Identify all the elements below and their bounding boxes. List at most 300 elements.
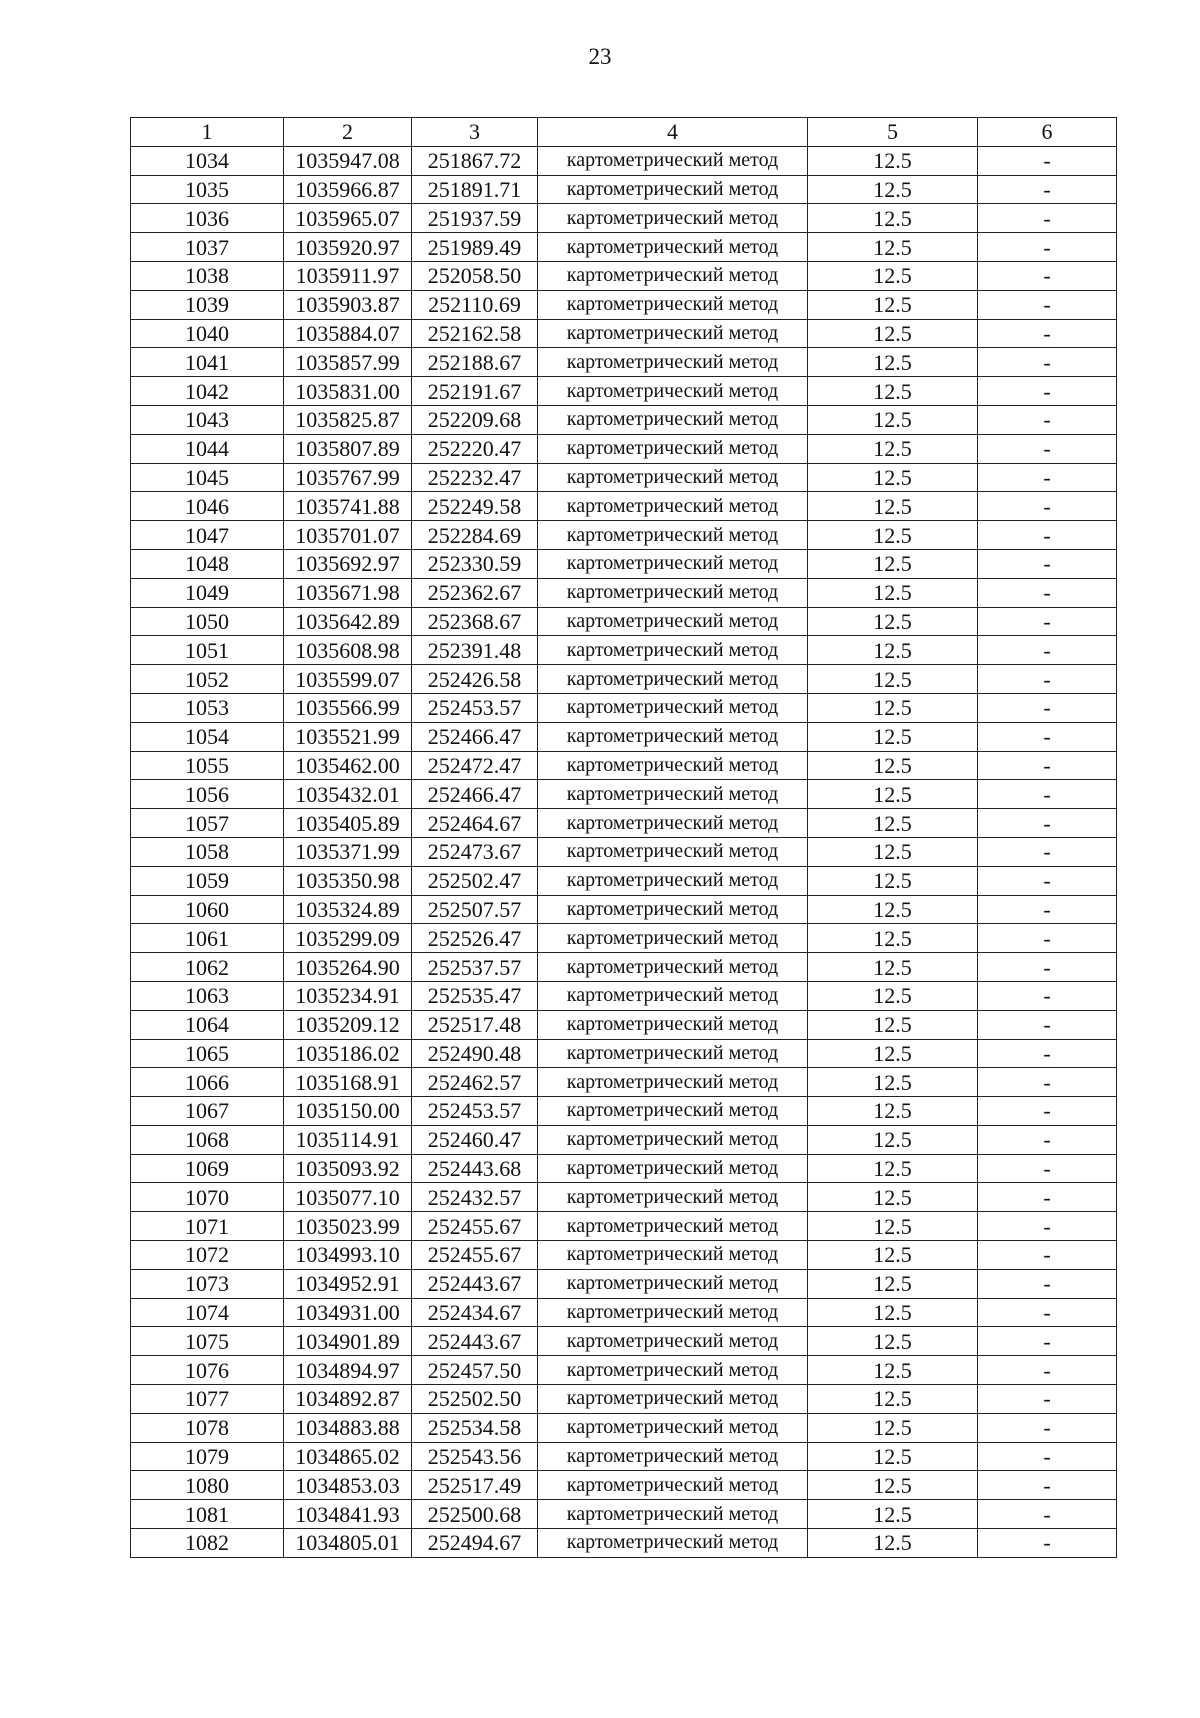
accuracy-cell: 12.5 (808, 578, 978, 607)
note-cell: - (978, 1241, 1117, 1270)
note-cell: - (978, 1356, 1117, 1385)
point-number-cell: 1077 (131, 1385, 284, 1414)
note-cell: - (978, 1068, 1117, 1097)
method-cell: картометрический метод (538, 1298, 808, 1327)
point-number-cell: 1071 (131, 1212, 284, 1241)
note-cell: - (978, 377, 1117, 406)
point-number-cell: 1039 (131, 290, 284, 319)
table-row (131, 751, 1117, 780)
table-row (131, 1010, 1117, 1039)
note-cell: - (978, 895, 1117, 924)
accuracy-cell: 12.5 (808, 1241, 978, 1270)
y-coordinate-cell: 252455.67 (412, 1212, 538, 1241)
method-cell: картометрический метод (538, 492, 808, 521)
point-number-cell: 1037 (131, 233, 284, 262)
point-number-cell: 1046 (131, 492, 284, 521)
accuracy-cell: 12.5 (808, 1212, 978, 1241)
accuracy-cell: 12.5 (808, 348, 978, 377)
accuracy-cell: 12.5 (808, 463, 978, 492)
point-number-cell: 1070 (131, 1183, 284, 1212)
x-coordinate-cell: 1035521.99 (284, 722, 412, 751)
table-row (131, 607, 1117, 636)
accuracy-cell: 12.5 (808, 1500, 978, 1529)
table-row (131, 1269, 1117, 1298)
note-cell: - (978, 434, 1117, 463)
y-coordinate-cell: 252526.47 (412, 924, 538, 953)
method-cell: картометрический метод (538, 434, 808, 463)
accuracy-cell: 12.5 (808, 1356, 978, 1385)
y-coordinate-cell: 252535.47 (412, 981, 538, 1010)
point-number-cell: 1072 (131, 1241, 284, 1270)
accuracy-cell: 12.5 (808, 1097, 978, 1126)
accuracy-cell: 12.5 (808, 1413, 978, 1442)
y-coordinate-cell: 252368.67 (412, 607, 538, 636)
y-coordinate-cell: 252249.58 (412, 492, 538, 521)
y-coordinate-cell: 252443.68 (412, 1154, 538, 1183)
method-cell: картометрический метод (538, 1241, 808, 1270)
table-row (131, 1500, 1117, 1529)
x-coordinate-cell: 1035701.07 (284, 521, 412, 550)
table-body (131, 146, 1117, 1557)
note-cell: - (978, 1413, 1117, 1442)
x-coordinate-cell: 1035432.01 (284, 780, 412, 809)
table-row (131, 1125, 1117, 1154)
point-number-cell: 1073 (131, 1269, 284, 1298)
table-row (131, 780, 1117, 809)
note-cell: - (978, 405, 1117, 434)
y-coordinate-cell: 252110.69 (412, 290, 538, 319)
x-coordinate-cell: 1035741.88 (284, 492, 412, 521)
note-cell: - (978, 837, 1117, 866)
accuracy-cell: 12.5 (808, 722, 978, 751)
column-header-4: 4 (538, 118, 808, 147)
x-coordinate-cell: 1035077.10 (284, 1183, 412, 1212)
method-cell: картометрический метод (538, 636, 808, 665)
table-row (131, 204, 1117, 233)
y-coordinate-cell: 252466.47 (412, 780, 538, 809)
point-number-cell: 1047 (131, 521, 284, 550)
column-header-6: 6 (978, 118, 1117, 147)
note-cell: - (978, 1269, 1117, 1298)
method-cell: картометрический метод (538, 1327, 808, 1356)
coordinates-table (130, 117, 1117, 1558)
x-coordinate-cell: 1035324.89 (284, 895, 412, 924)
x-coordinate-cell: 1035692.97 (284, 549, 412, 578)
method-cell: картометрический метод (538, 981, 808, 1010)
method-cell: картометрический метод (538, 290, 808, 319)
accuracy-cell: 12.5 (808, 521, 978, 550)
note-cell: - (978, 636, 1117, 665)
y-coordinate-cell: 252426.58 (412, 665, 538, 694)
y-coordinate-cell: 252232.47 (412, 463, 538, 492)
y-coordinate-cell: 252543.56 (412, 1442, 538, 1471)
note-cell: - (978, 693, 1117, 722)
point-number-cell: 1050 (131, 607, 284, 636)
table-row (131, 895, 1117, 924)
table-row (131, 290, 1117, 319)
x-coordinate-cell: 1035947.08 (284, 146, 412, 175)
method-cell: картометрический метод (538, 809, 808, 838)
x-coordinate-cell: 1034853.03 (284, 1471, 412, 1500)
table-row (131, 549, 1117, 578)
point-number-cell: 1040 (131, 319, 284, 348)
method-cell: картометрический метод (538, 549, 808, 578)
x-coordinate-cell: 1035150.00 (284, 1097, 412, 1126)
point-number-cell: 1061 (131, 924, 284, 953)
method-cell: картометрический метод (538, 1385, 808, 1414)
x-coordinate-cell: 1035168.91 (284, 1068, 412, 1097)
y-coordinate-cell: 252490.48 (412, 1039, 538, 1068)
table-row (131, 146, 1117, 175)
table-row (131, 175, 1117, 204)
method-cell: картометрический метод (538, 175, 808, 204)
x-coordinate-cell: 1035114.91 (284, 1125, 412, 1154)
point-number-cell: 1065 (131, 1039, 284, 1068)
table-row (131, 1298, 1117, 1327)
accuracy-cell: 12.5 (808, 1183, 978, 1212)
point-number-cell: 1080 (131, 1471, 284, 1500)
note-cell: - (978, 1154, 1117, 1183)
method-cell: картометрический метод (538, 463, 808, 492)
note-cell: - (978, 722, 1117, 751)
x-coordinate-cell: 1035884.07 (284, 319, 412, 348)
accuracy-cell: 12.5 (808, 290, 978, 319)
method-cell: картометрический метод (538, 1068, 808, 1097)
note-cell: - (978, 607, 1117, 636)
point-number-cell: 1034 (131, 146, 284, 175)
table-row (131, 722, 1117, 751)
y-coordinate-cell: 252455.67 (412, 1241, 538, 1270)
accuracy-cell: 12.5 (808, 233, 978, 262)
method-cell: картометрический метод (538, 146, 808, 175)
accuracy-cell: 12.5 (808, 866, 978, 895)
table-row (131, 377, 1117, 406)
table-row (131, 837, 1117, 866)
table-row (131, 1097, 1117, 1126)
y-coordinate-cell: 251989.49 (412, 233, 538, 262)
x-coordinate-cell: 1035462.00 (284, 751, 412, 780)
y-coordinate-cell: 252284.69 (412, 521, 538, 550)
y-coordinate-cell: 252502.50 (412, 1385, 538, 1414)
note-cell: - (978, 319, 1117, 348)
x-coordinate-cell: 1035093.92 (284, 1154, 412, 1183)
method-cell: картометрический метод (538, 348, 808, 377)
table-row (131, 578, 1117, 607)
accuracy-cell: 12.5 (808, 377, 978, 406)
table-row (131, 1471, 1117, 1500)
accuracy-cell: 12.5 (808, 1039, 978, 1068)
method-cell: картометрический метод (538, 866, 808, 895)
table-row (131, 665, 1117, 694)
table-header (131, 118, 1117, 147)
table-row (131, 953, 1117, 982)
x-coordinate-cell: 1035599.07 (284, 665, 412, 694)
y-coordinate-cell: 252500.68 (412, 1500, 538, 1529)
point-number-cell: 1076 (131, 1356, 284, 1385)
point-number-cell: 1063 (131, 981, 284, 1010)
method-cell: картометрический метод (538, 521, 808, 550)
point-number-cell: 1064 (131, 1010, 284, 1039)
accuracy-cell: 12.5 (808, 1298, 978, 1327)
accuracy-cell: 12.5 (808, 1010, 978, 1039)
x-coordinate-cell: 1034865.02 (284, 1442, 412, 1471)
x-coordinate-cell: 1035234.91 (284, 981, 412, 1010)
note-cell: - (978, 1442, 1117, 1471)
accuracy-cell: 12.5 (808, 434, 978, 463)
accuracy-cell: 12.5 (808, 1442, 978, 1471)
accuracy-cell: 12.5 (808, 1154, 978, 1183)
note-cell: - (978, 1097, 1117, 1126)
method-cell: картометрический метод (538, 1500, 808, 1529)
accuracy-cell: 12.5 (808, 1125, 978, 1154)
note-cell: - (978, 175, 1117, 204)
point-number-cell: 1045 (131, 463, 284, 492)
table-row (131, 1068, 1117, 1097)
note-cell: - (978, 1327, 1117, 1356)
method-cell: картометрический метод (538, 1125, 808, 1154)
y-coordinate-cell: 252443.67 (412, 1269, 538, 1298)
method-cell: картометрический метод (538, 1039, 808, 1068)
column-header-5: 5 (808, 118, 978, 147)
table-row (131, 1241, 1117, 1270)
x-coordinate-cell: 1035642.89 (284, 607, 412, 636)
table-row (131, 809, 1117, 838)
y-coordinate-cell: 251891.71 (412, 175, 538, 204)
y-coordinate-cell: 251937.59 (412, 204, 538, 233)
y-coordinate-cell: 252534.58 (412, 1413, 538, 1442)
note-cell: - (978, 1183, 1117, 1212)
method-cell: картометрический метод (538, 1010, 808, 1039)
method-cell: картометрический метод (538, 1097, 808, 1126)
accuracy-cell: 12.5 (808, 809, 978, 838)
note-cell: - (978, 492, 1117, 521)
point-number-cell: 1081 (131, 1500, 284, 1529)
y-coordinate-cell: 252453.57 (412, 693, 538, 722)
x-coordinate-cell: 1035857.99 (284, 348, 412, 377)
table-row (131, 319, 1117, 348)
x-coordinate-cell: 1034841.93 (284, 1500, 412, 1529)
method-cell: картометрический метод (538, 377, 808, 406)
x-coordinate-cell: 1035264.90 (284, 953, 412, 982)
table-row (131, 1039, 1117, 1068)
column-header-1: 1 (131, 118, 284, 147)
point-number-cell: 1059 (131, 866, 284, 895)
point-number-cell: 1066 (131, 1068, 284, 1097)
y-coordinate-cell: 252460.47 (412, 1125, 538, 1154)
x-coordinate-cell: 1035965.07 (284, 204, 412, 233)
method-cell: картометрический метод (538, 1183, 808, 1212)
x-coordinate-cell: 1034805.01 (284, 1529, 412, 1558)
method-cell: картометрический метод (538, 1442, 808, 1471)
note-cell: - (978, 924, 1117, 953)
note-cell: - (978, 1039, 1117, 1068)
y-coordinate-cell: 252537.57 (412, 953, 538, 982)
note-cell: - (978, 751, 1117, 780)
column-header-3: 3 (412, 118, 538, 147)
point-number-cell: 1062 (131, 953, 284, 982)
table-row (131, 434, 1117, 463)
note-cell: - (978, 233, 1117, 262)
accuracy-cell: 12.5 (808, 924, 978, 953)
note-cell: - (978, 1529, 1117, 1558)
accuracy-cell: 12.5 (808, 780, 978, 809)
y-coordinate-cell: 252494.67 (412, 1529, 538, 1558)
column-header-2: 2 (284, 118, 412, 147)
method-cell: картометрический метод (538, 780, 808, 809)
x-coordinate-cell: 1035903.87 (284, 290, 412, 319)
y-coordinate-cell: 251867.72 (412, 146, 538, 175)
method-cell: картометрический метод (538, 319, 808, 348)
header-row (131, 118, 1117, 147)
point-number-cell: 1044 (131, 434, 284, 463)
note-cell: - (978, 1010, 1117, 1039)
method-cell: картометрический метод (538, 1413, 808, 1442)
point-number-cell: 1067 (131, 1097, 284, 1126)
point-number-cell: 1048 (131, 549, 284, 578)
accuracy-cell: 12.5 (808, 751, 978, 780)
x-coordinate-cell: 1035831.00 (284, 377, 412, 406)
x-coordinate-cell: 1034894.97 (284, 1356, 412, 1385)
table-row (131, 1385, 1117, 1414)
y-coordinate-cell: 252391.48 (412, 636, 538, 665)
x-coordinate-cell: 1035186.02 (284, 1039, 412, 1068)
accuracy-cell: 12.5 (808, 175, 978, 204)
note-cell: - (978, 1500, 1117, 1529)
x-coordinate-cell: 1034952.91 (284, 1269, 412, 1298)
y-coordinate-cell: 252457.50 (412, 1356, 538, 1385)
point-number-cell: 1069 (131, 1154, 284, 1183)
method-cell: картометрический метод (538, 665, 808, 694)
table-row (131, 492, 1117, 521)
accuracy-cell: 12.5 (808, 607, 978, 636)
x-coordinate-cell: 1035023.99 (284, 1212, 412, 1241)
y-coordinate-cell: 252220.47 (412, 434, 538, 463)
note-cell: - (978, 1471, 1117, 1500)
note-cell: - (978, 348, 1117, 377)
x-coordinate-cell: 1035299.09 (284, 924, 412, 953)
x-coordinate-cell: 1035807.89 (284, 434, 412, 463)
note-cell: - (978, 463, 1117, 492)
accuracy-cell: 12.5 (808, 405, 978, 434)
y-coordinate-cell: 252162.58 (412, 319, 538, 348)
method-cell: картометрический метод (538, 895, 808, 924)
accuracy-cell: 12.5 (808, 693, 978, 722)
table-row (131, 1154, 1117, 1183)
table-row (131, 1356, 1117, 1385)
table-row (131, 1413, 1117, 1442)
point-number-cell: 1056 (131, 780, 284, 809)
x-coordinate-cell: 1035920.97 (284, 233, 412, 262)
y-coordinate-cell: 252472.47 (412, 751, 538, 780)
note-cell: - (978, 981, 1117, 1010)
table-row (131, 924, 1117, 953)
accuracy-cell: 12.5 (808, 981, 978, 1010)
point-number-cell: 1075 (131, 1327, 284, 1356)
accuracy-cell: 12.5 (808, 1327, 978, 1356)
x-coordinate-cell: 1035566.99 (284, 693, 412, 722)
y-coordinate-cell: 252466.47 (412, 722, 538, 751)
table-row (131, 1327, 1117, 1356)
point-number-cell: 1078 (131, 1413, 284, 1442)
method-cell: картометрический метод (538, 1212, 808, 1241)
x-coordinate-cell: 1035371.99 (284, 837, 412, 866)
note-cell: - (978, 261, 1117, 290)
note-cell: - (978, 866, 1117, 895)
x-coordinate-cell: 1034892.87 (284, 1385, 412, 1414)
note-cell: - (978, 1298, 1117, 1327)
accuracy-cell: 12.5 (808, 1269, 978, 1298)
point-number-cell: 1079 (131, 1442, 284, 1471)
method-cell: картометрический метод (538, 1471, 808, 1500)
x-coordinate-cell: 1034883.88 (284, 1413, 412, 1442)
y-coordinate-cell: 252464.67 (412, 809, 538, 838)
x-coordinate-cell: 1035767.99 (284, 463, 412, 492)
accuracy-cell: 12.5 (808, 1529, 978, 1558)
point-number-cell: 1051 (131, 636, 284, 665)
table-row (131, 521, 1117, 550)
method-cell: картометрический метод (538, 607, 808, 636)
table-row (131, 1442, 1117, 1471)
y-coordinate-cell: 252453.57 (412, 1097, 538, 1126)
x-coordinate-cell: 1035966.87 (284, 175, 412, 204)
accuracy-cell: 12.5 (808, 1385, 978, 1414)
accuracy-cell: 12.5 (808, 492, 978, 521)
note-cell: - (978, 578, 1117, 607)
method-cell: картометрический метод (538, 722, 808, 751)
note-cell: - (978, 1125, 1117, 1154)
table-row (131, 1529, 1117, 1558)
method-cell: картометрический метод (538, 578, 808, 607)
point-number-cell: 1068 (131, 1125, 284, 1154)
point-number-cell: 1055 (131, 751, 284, 780)
method-cell: картометрический метод (538, 204, 808, 233)
note-cell: - (978, 665, 1117, 694)
accuracy-cell: 12.5 (808, 261, 978, 290)
x-coordinate-cell: 1035825.87 (284, 405, 412, 434)
point-number-cell: 1082 (131, 1529, 284, 1558)
y-coordinate-cell: 252330.59 (412, 549, 538, 578)
y-coordinate-cell: 252473.67 (412, 837, 538, 866)
accuracy-cell: 12.5 (808, 1068, 978, 1097)
x-coordinate-cell: 1034993.10 (284, 1241, 412, 1270)
accuracy-cell: 12.5 (808, 665, 978, 694)
point-number-cell: 1058 (131, 837, 284, 866)
note-cell: - (978, 780, 1117, 809)
y-coordinate-cell: 252507.57 (412, 895, 538, 924)
y-coordinate-cell: 252434.67 (412, 1298, 538, 1327)
accuracy-cell: 12.5 (808, 837, 978, 866)
y-coordinate-cell: 252502.47 (412, 866, 538, 895)
table-row (131, 981, 1117, 1010)
method-cell: картометрический метод (538, 837, 808, 866)
table-row (131, 348, 1117, 377)
point-number-cell: 1043 (131, 405, 284, 434)
point-number-cell: 1036 (131, 204, 284, 233)
x-coordinate-cell: 1034901.89 (284, 1327, 412, 1356)
table-row (131, 261, 1117, 290)
y-coordinate-cell: 252517.49 (412, 1471, 538, 1500)
method-cell: картометрический метод (538, 924, 808, 953)
y-coordinate-cell: 252188.67 (412, 348, 538, 377)
method-cell: картометрический метод (538, 233, 808, 262)
note-cell: - (978, 809, 1117, 838)
y-coordinate-cell: 252191.67 (412, 377, 538, 406)
point-number-cell: 1057 (131, 809, 284, 838)
accuracy-cell: 12.5 (808, 636, 978, 665)
y-coordinate-cell: 252462.57 (412, 1068, 538, 1097)
point-number-cell: 1038 (131, 261, 284, 290)
accuracy-cell: 12.5 (808, 146, 978, 175)
